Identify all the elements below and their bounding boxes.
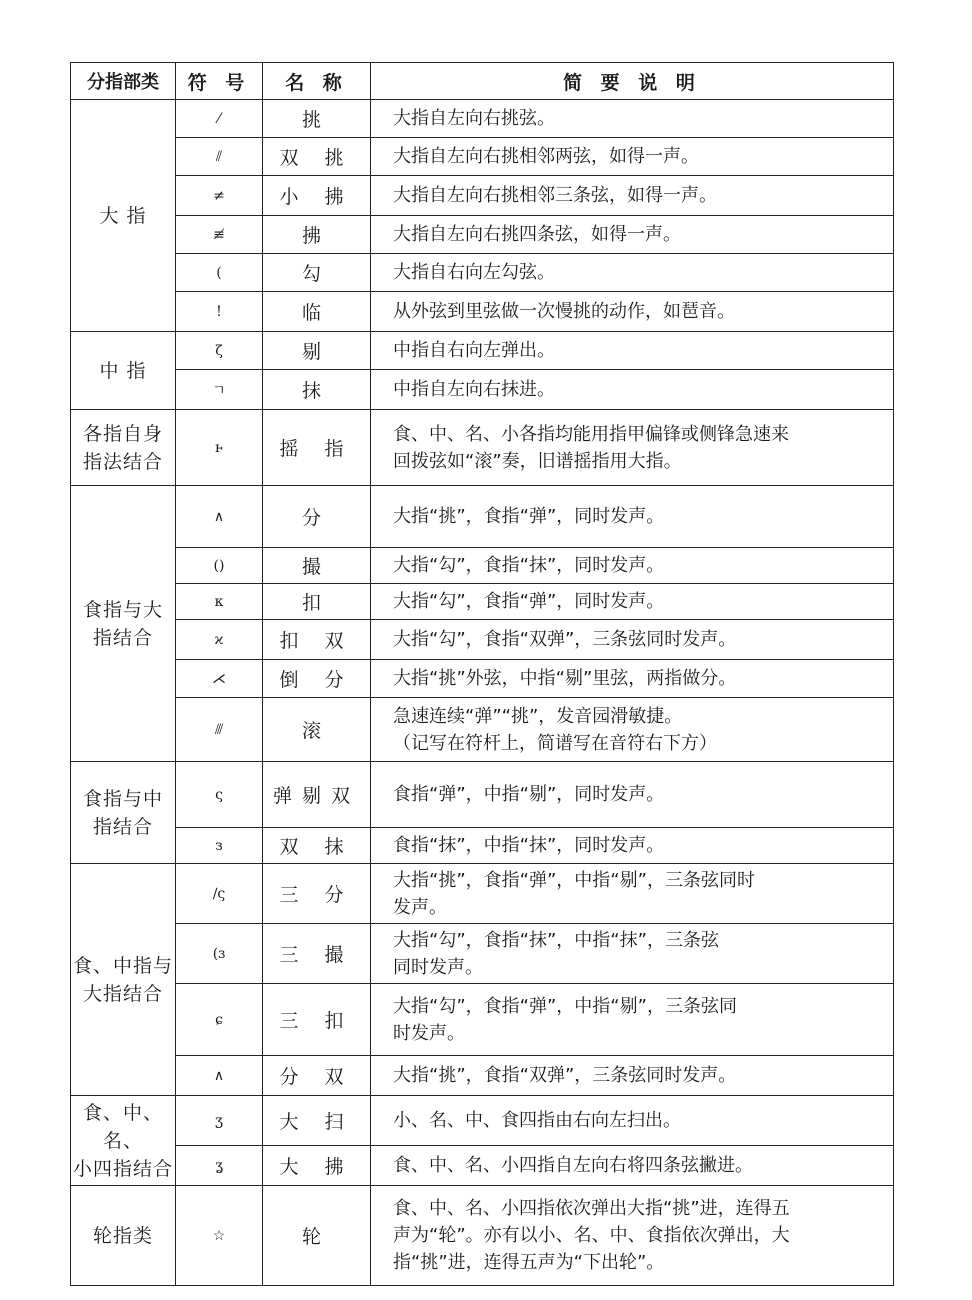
symbol-cell: ⫽ [176,138,263,176]
description-cell [371,292,894,332]
description-text: 小、名、中、食四指由右向左扫出。 [393,1110,681,1131]
name-cell: 滚 [263,698,371,762]
table-row [71,924,894,984]
symbol-cell: ☆ [176,1186,263,1286]
symbol-cell: ϰ [176,620,263,660]
symbol-cell: ς [176,762,263,828]
description-text: 食、中、名、小四指依次弹出大指“挑”进，连得五 声为“轮”。亦有以小、名、中、食指依次弹出，大 指“挑”进，连得五声为“下出轮”。 [393,1198,790,1273]
name-cell: 大 扫 [263,1096,371,1146]
table-body [71,100,894,1286]
symbol-cell: () [176,548,263,584]
description-text: 食、中、名、小各指均能用指甲偏锋或侧锋急速来 回拨弦如“滚”奏，旧谱摇指用大指。 [393,423,789,472]
name-cell: 摇 指 [263,410,371,486]
symbol-cell: ≠ [176,176,263,216]
name-cell: 小 拂 [263,176,371,216]
header-description: 简 要 说 明 [371,63,894,100]
name-cell: 临 [263,292,371,332]
category-cell: 轮指类 [71,1186,176,1286]
name-cell: 三 撮 [263,924,371,984]
table-row [71,1186,894,1286]
header-category: 分指部类 [71,63,176,100]
description-cell [371,332,894,370]
description-cell [371,254,894,292]
name-cell: 分 双 [263,1056,371,1096]
table-row [71,410,894,486]
description-text: 大指自左向右挑弦。 [393,108,555,129]
description-cell [371,828,894,864]
symbol-cell: ɕ [176,984,263,1056]
category-cell: 食指与中 指结合 [71,762,176,864]
description-text: 从外弦到里弦做一次慢挑的动作，如琶音。 [393,301,735,322]
description-text: 急速连续“弹”“挑”，发音园滑敏捷。 （记写在符杆上，简谱写在音符右下方） [393,705,717,754]
table-row [71,332,894,370]
description-cell [371,548,894,584]
description-cell [371,1096,894,1146]
name-cell: 挑 [263,100,371,138]
description-cell [371,100,894,138]
table-row [71,698,894,762]
name-cell: 弹剔双 [263,762,371,828]
name-cell: 大 拂 [263,1146,371,1186]
description-cell [371,660,894,698]
name-cell: 撮 [263,548,371,584]
symbol-cell: ∧ [176,1056,263,1096]
header-row [71,63,894,100]
name-cell: 倒 分 [263,660,371,698]
table-row [71,216,894,254]
description-text: 大指“勾”，食指“弹”，中指“剔”，三条弦同 时发声。 [393,995,737,1044]
symbol-cell: ⋌ [176,660,263,698]
description-text: 大指“挑”，食指“双弹”，三条弦同时发声。 [393,1065,737,1086]
table-row [71,138,894,176]
name-cell: 三 扣 [263,984,371,1056]
description-text: 大指自左向右挑相邻三条弦，如得一声。 [393,185,717,206]
description-text: 大指“勾”，食指“双弹”，三条弦同时发声。 [393,629,737,650]
name-cell: 扣 [263,584,371,620]
description-cell [371,584,894,620]
description-cell [371,176,894,216]
symbol-cell: ζ [176,332,263,370]
table-row [71,762,894,828]
table-row [71,1096,894,1146]
symbol-cell: ㄱ [176,370,263,410]
table-row [71,254,894,292]
description-cell [371,216,894,254]
table-row [71,620,894,660]
category-cell: 食指与大 指结合 [71,486,176,762]
symbol-cell: ⱶ [176,410,263,486]
description-text: 大指“勾”，食指“抹”，同时发声。 [393,555,665,576]
description-cell [371,762,894,828]
description-text: 中指自左向右抹进。 [393,379,555,400]
table-row [71,486,894,548]
description-cell [371,984,894,1056]
description-text: 食指“抹”，中指“抹”，同时发声。 [393,835,665,856]
description-cell [371,486,894,548]
table-row [71,660,894,698]
name-cell: 双 抹 [263,828,371,864]
description-text: 大指“挑”，食指“弹”，中指“剔”，三条弦同时 发声。 [393,869,755,918]
table-row [71,584,894,620]
table-row [71,828,894,864]
description-text: 大指“挑”，食指“弹”，同时发声。 [393,506,665,527]
name-cell: 扣 双 [263,620,371,660]
table-row [71,548,894,584]
name-cell: 剔 [263,332,371,370]
symbol-cell: ∕ς [176,864,263,924]
symbol-cell: ⫻ [176,698,263,762]
symbol-cell: ( [176,254,263,292]
description-cell [371,410,894,486]
header-symbol: 符 号 [176,63,263,100]
category-cell: 食、中、名、 小四指结合 [71,1096,176,1186]
header-name: 名 称 [263,63,371,100]
name-cell: 双 挑 [263,138,371,176]
symbol-cell: κ [176,584,263,620]
description-cell [371,620,894,660]
table-row [71,370,894,410]
description-cell [371,1186,894,1286]
symbol-cell: (ɜ [176,924,263,984]
table-row [71,292,894,332]
symbol-cell: з [176,828,263,864]
name-cell: 轮 [263,1186,371,1286]
symbol-cell: ʒ [176,1096,263,1146]
table-row [71,176,894,216]
description-text: 大指“勾”，食指“抹”，中指“抹”，三条弦 同时发声。 [393,929,719,978]
table-row [71,1146,894,1186]
description-cell [371,370,894,410]
name-cell: 三 分 [263,864,371,924]
name-cell: 勾 [263,254,371,292]
symbol-cell: ⁄ [176,100,263,138]
name-cell: 抹 [263,370,371,410]
description-cell [371,1146,894,1186]
description-text: 食、中、名、小四指自左向右将四条弦撇进。 [393,1155,753,1176]
category-cell: 各指自身 指法结合 [71,410,176,486]
name-cell: 分 [263,486,371,548]
category-cell: 食、中指与 大指结合 [71,864,176,1096]
symbol-cell: ʓ [176,1146,263,1186]
description-text: 大指自左向右挑相邻两弦，如得一声。 [393,146,699,167]
symbol-cell: ≢ [176,216,263,254]
description-cell [371,1056,894,1096]
description-cell [371,924,894,984]
fingering-table [70,62,894,1286]
description-cell [371,864,894,924]
table-row [71,984,894,1056]
description-text: 食指“弹”，中指“剔”，同时发声。 [393,784,665,805]
description-text: 大指自左向右挑四条弦，如得一声。 [393,224,681,245]
description-text: 大指自右向左勾弦。 [393,262,555,283]
category-cell: 大 指 [71,100,176,332]
table-row [71,864,894,924]
description-text: 大指“勾”，食指“弹”，同时发声。 [393,591,665,612]
symbol-cell: ! [176,292,263,332]
description-cell [371,698,894,762]
symbol-cell: ∧ [176,486,263,548]
description-cell [371,138,894,176]
table-row [71,1056,894,1096]
name-cell: 拂 [263,216,371,254]
description-text: 中指自右向左弹出。 [393,340,555,361]
description-text: 大指“挑”外弦，中指“剔”里弦，两指做分。 [393,668,737,689]
table-row [71,100,894,138]
category-cell: 中 指 [71,332,176,410]
